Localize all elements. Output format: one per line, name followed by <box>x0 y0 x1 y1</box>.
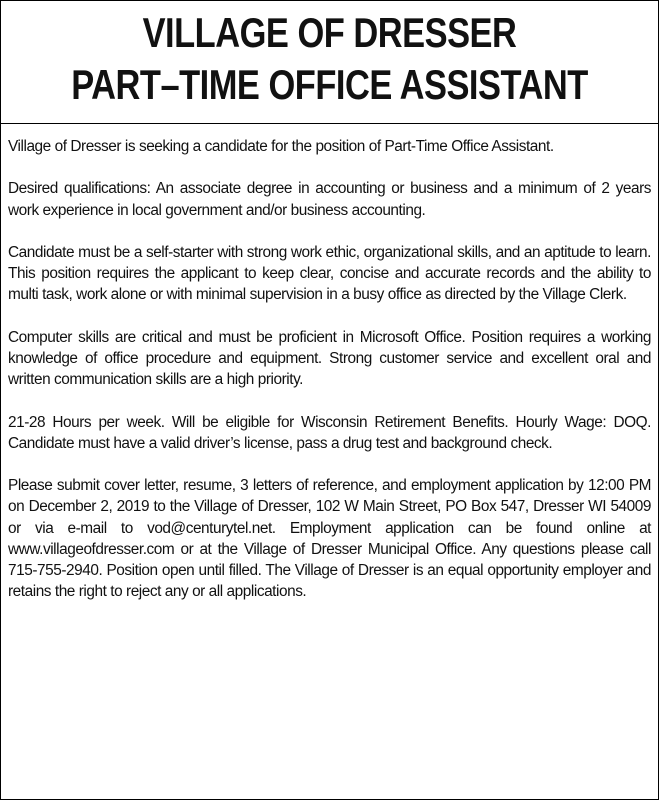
paragraph-qualifications: Desired qualifications: An associate degree in accounting or business and a minimum of 2 years work experience in local government and/or business accounting. <box>8 180 651 219</box>
paragraph-computer-skills: Computer skills are critical and must be proficient in Microsoft Office. Position requires a working knowledge of office procedure and equipment. Strong customer service and excellent oral and written communication skills are a high priority. <box>8 328 651 389</box>
paragraph-candidate-traits: Candidate must be a self-starter with strong work ethic, organizational skills, and an aptitude to learn. This position requires the applicant to keep clear, concise and accurate records and the ability to multi task, work alone or with minimal supervision in a busy office as directed by the Village Clerk. <box>8 243 651 304</box>
title-line-1: VILLAGE OF DRESSER <box>142 9 517 56</box>
paragraph-hours-wage: 21-28 Hours per week. Will be eligible for Wisconsin Retirement Benefits. Hourly Wage: DOQ. Candidate must have a valid driver’s license, pass a drug test and background check. <box>8 413 651 452</box>
paragraph-application-instructions: Please submit cover letter, resume, 3 letters of reference, and employment application by 12:00 PM on December 2, 2019 to the Village of Dresser, 102 W Main Street, PO Box 547, Dresser WI 54009 or via e-mail to vod@centurytel.net. Employment application can be found online at www.villageofdresser.com or at the Village of Dresser Municipal Office. Any questions please call 715-755-2940. Position open until filled. The Village of Dresser is an equal opportunity employer and retains the right to reject any or all applications. <box>8 477 651 601</box>
paragraph-intro: Village of Dresser is seeking a candidate for the position of Part-Time Office Assistant. <box>8 138 554 155</box>
ad-header <box>1 1 658 123</box>
title-line-2: PART–TIME OFFICE ASSISTANT <box>71 61 588 108</box>
ad-body <box>1 124 658 602</box>
